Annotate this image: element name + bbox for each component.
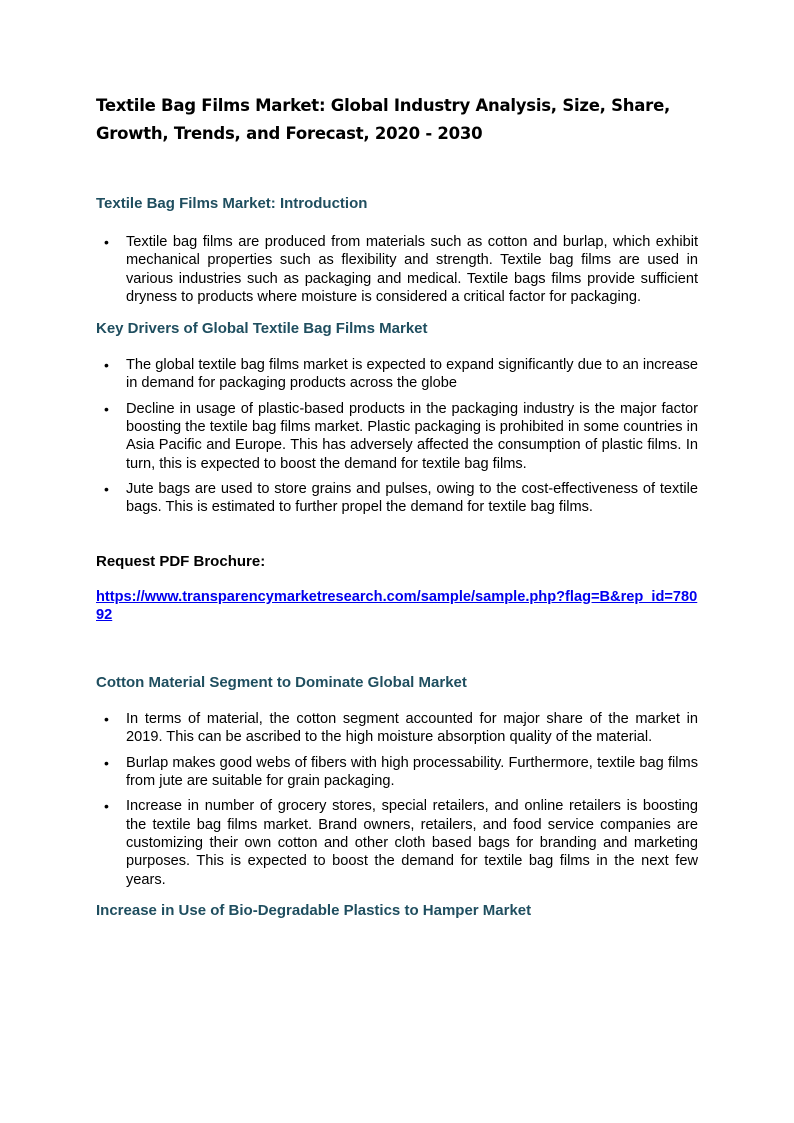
bullet-icon: •: [104, 711, 109, 728]
list-item-text: Jute bags are used to store grains and pulses, owing to the cost-effectiveness of textile bags. This is estimated to further propel the demand for textile bag films.: [126, 480, 698, 516]
list-item: [96, 710, 698, 747]
list-item: [96, 400, 698, 473]
list-item-text: Burlap makes good webs of fibers with high processability. Furthermore, textile bag films from jute are suitable for grain packaging.: [126, 754, 698, 790]
bullet-icon: •: [104, 357, 109, 374]
list-item-text: Textile bag films are produced from materials such as cotton and burlap, which exhibit mechanical properties such as flexibility and strength. Textile bag films are used in various industries such as packaging and medical. Textile bags films provide sufficient dryness to products where moisture is considered a critical factor for packaging.: [126, 234, 698, 305]
biodegradable-heading: Increase in Use of Bio-Degradable Plastics to Hamper Market: [96, 901, 532, 919]
list-item-text: The global textile bag films market is expected to expand significantly due to an increase in demand for packaging products across the globe: [126, 357, 698, 392]
bullet-icon: •: [104, 234, 109, 250]
list-item: [96, 356, 698, 393]
cotton-list: [96, 710, 698, 889]
list-item: [96, 797, 698, 888]
bullet-icon: •: [104, 400, 109, 417]
document-title: Textile Bag Films Market: Global Industry Analysis, Size, Share, Growth, Trends, and Forecast, 2020 - 2030: [96, 96, 671, 143]
document-page: [96, 92, 698, 921]
brochure-heading: Request PDF Brochure:: [96, 552, 266, 570]
introduction-list: [96, 233, 698, 306]
bullet-icon: •: [104, 480, 109, 497]
list-item: [96, 480, 698, 517]
bullet-icon: •: [104, 798, 109, 815]
bullet-icon: •: [104, 754, 109, 771]
list-item-text: In terms of material, the cotton segment accounted for major share of the market in 2019. This can be ascribed to the high moisture absorption quality of the material.: [126, 711, 698, 746]
cotton-heading: Cotton Material Segment to Dominate Global Market: [96, 674, 467, 692]
drivers-heading: Key Drivers of Global Textile Bag Films Market: [96, 320, 428, 338]
introduction-heading: Textile Bag Films Market: Introduction: [96, 195, 368, 212]
brochure-link[interactable]: https://www.transparencymarketresearch.com/sample/sample.php?flag=B&rep_id=78092: [96, 588, 698, 623]
drivers-list: [96, 356, 698, 516]
list-item: [96, 233, 698, 306]
list-item-text: Decline in usage of plastic-based products in the packaging industry is the major factor boosting the textile bag films market. Plastic packaging is prohibited in some countries in Asia Pacific and Europe. This has adversely affected the consumption of plastic films. In turn, this is expected to boost the demand for textile bag films.: [126, 400, 698, 472]
list-item-text: Increase in number of grocery stores, special retailers, and online retailers is boosting the textile bag films market. Brand owners, retailers, and food service companies are customizing their own cotton and other cloth based bags for branding and marketing purposes. This is expected to boost the demand for textile bag films in the next few years.: [126, 798, 698, 888]
list-item: [96, 754, 698, 791]
